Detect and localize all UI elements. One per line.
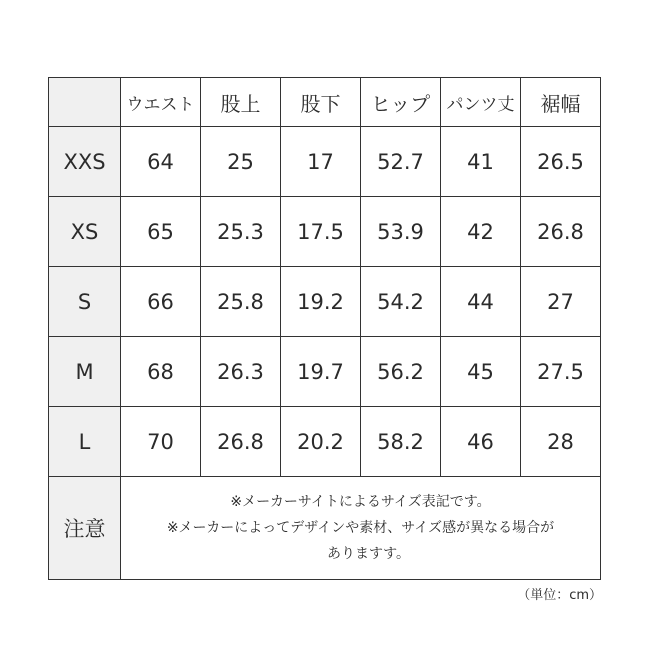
table-cell: 26.3	[201, 337, 281, 407]
table-row	[49, 337, 601, 407]
table-cell: 70	[121, 407, 201, 477]
table-cell: 17.5	[281, 197, 361, 267]
col-header-pants-length: パンツ丈	[441, 78, 521, 127]
table-cell: 19.7	[281, 337, 361, 407]
table-row	[49, 197, 601, 267]
table-cell: 68	[121, 337, 201, 407]
row-header-size: XXS	[49, 127, 121, 197]
note-line: ※メーカーによってデザインや素材、サイズ感が異なる場合が	[166, 520, 555, 536]
table-cell: 45	[441, 337, 521, 407]
unit-note: （単位：cm）	[517, 588, 602, 603]
table-cell: 52.7	[361, 127, 441, 197]
notes-label: 注意	[49, 477, 121, 580]
table-cell: 44	[441, 267, 521, 337]
notes-cell	[121, 477, 601, 580]
table-cell: 17	[281, 127, 361, 197]
table-cell: 28	[521, 407, 601, 477]
row-header-size: XS	[49, 197, 121, 267]
table-cell: 27.5	[521, 337, 601, 407]
table-cell: 27	[521, 267, 601, 337]
table-cell: 20.2	[281, 407, 361, 477]
table-cell: 66	[121, 267, 201, 337]
table-cell: 64	[121, 127, 201, 197]
table-cell: 46	[441, 407, 521, 477]
table-cell: 19.2	[281, 267, 361, 337]
table-cell: 25	[201, 127, 281, 197]
col-header-hip: ヒップ	[361, 78, 441, 127]
table-cell: 65	[121, 197, 201, 267]
col-header-hem-width: 裾幅	[521, 78, 601, 127]
header-row	[49, 78, 601, 127]
corner-cell	[49, 78, 121, 127]
col-header-inseam: 股下	[281, 78, 361, 127]
table-cell: 54.2	[361, 267, 441, 337]
row-header-size: M	[49, 337, 121, 407]
table-cell: 53.9	[361, 197, 441, 267]
note-line: ※メーカーサイトによるサイズ表記です。	[230, 494, 491, 510]
table-cell: 56.2	[361, 337, 441, 407]
table-cell: 25.8	[201, 267, 281, 337]
row-header-size: S	[49, 267, 121, 337]
size-table	[48, 77, 601, 580]
table-cell: 26.5	[521, 127, 601, 197]
table-row	[49, 407, 601, 477]
table-cell: 58.2	[361, 407, 441, 477]
col-header-waist: ウエスト	[121, 78, 201, 127]
table-cell: 25.3	[201, 197, 281, 267]
note-line: ありますす。	[326, 546, 411, 562]
col-header-rise: 股上	[201, 78, 281, 127]
notes-row	[49, 477, 601, 580]
table-row	[49, 267, 601, 337]
table-row	[49, 127, 601, 197]
row-header-size: L	[49, 407, 121, 477]
table-cell: 42	[441, 197, 521, 267]
table-cell: 41	[441, 127, 521, 197]
table-cell: 26.8	[201, 407, 281, 477]
table-cell: 26.8	[521, 197, 601, 267]
